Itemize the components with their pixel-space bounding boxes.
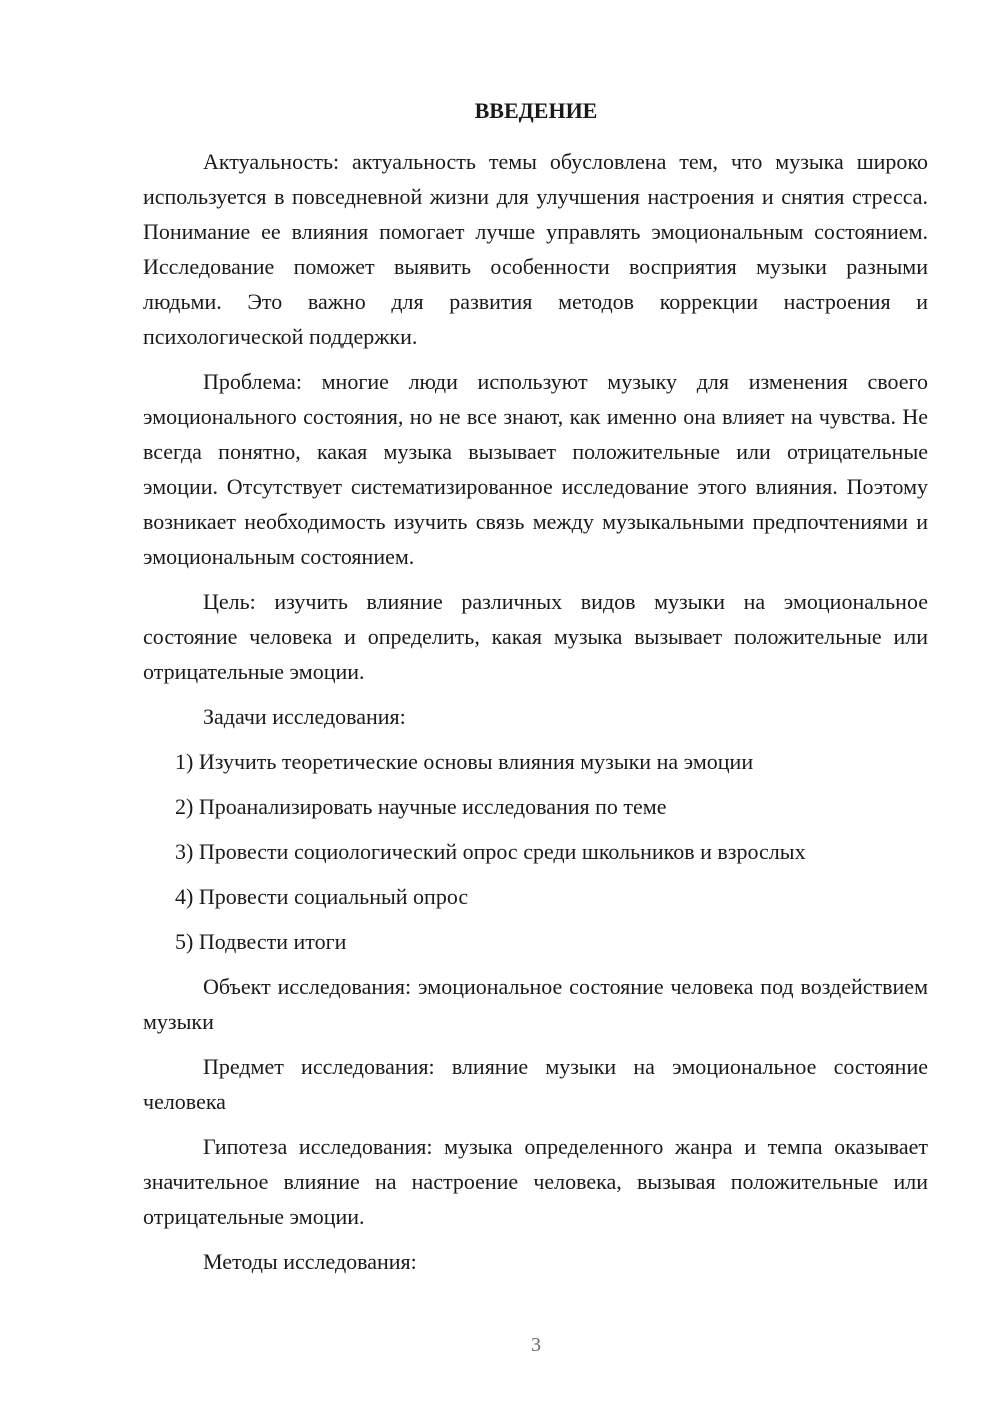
paragraph-problem: Проблема: многие люди используют музыку для изменения своего эмоционального состояния, но не все знают, как именно она влияет на чувства. Не всегда понятно, какая музыка вызывает положительные или отрицательные эмоции. Отсутствует систематизированное исследование этого влияния. Поэтому возникает необходимость изучить связь между музыкальными предпочтениями и эмоциональным состоянием. (143, 369, 928, 569)
section-title: ВВЕДЕНИЕ (474, 98, 598, 123)
document-body (143, 144, 928, 1289)
paragraph-object: Объект исследования: эмоциональное состояние человека под воздействием музыки (143, 974, 928, 1034)
list-item: 5) Подвести итоги (175, 929, 347, 954)
paragraph-subject: Предмет исследования: влияние музыки на эмоциональное состояние человека (143, 1054, 928, 1114)
list-item: 3) Провести социологический опрос среди школьников и взрослых (175, 839, 806, 864)
page-number: 3 (531, 1334, 541, 1356)
paragraph-relevance: Актуальность: актуальность темы обусловлена тем, что музыка широко используется в повседневной жизни для улучшения настроения и снятия стресса. Понимание ее влияния помогает лучше управлять эмоциональным состоянием. Исследование поможет выявить особенности восприятия музыки разными людьми. Это важно для развития методов коррекции настроения и психологической поддержки. (143, 149, 928, 349)
list-item: 2) Проанализировать научные исследования по теме (175, 794, 667, 819)
paragraph-goal: Цель: изучить влияние различных видов музыки на эмоциональное состояние человека и определить, какая музыка вызывает положительные или отрицательные эмоции. (143, 589, 928, 684)
paragraph-hypothesis: Гипотеза исследования: музыка определенного жанра и темпа оказывает значительное влияние на настроение человека, вызывая положительные или отрицательные эмоции. (143, 1134, 928, 1229)
tasks-list (143, 744, 928, 959)
list-item: 4) Провести социальный опрос (175, 884, 469, 909)
paragraph-methods-heading: Методы исследования: (203, 1249, 417, 1274)
paragraph-tasks-heading: Задачи исследования: (203, 704, 406, 729)
list-item: 1) Изучить теоретические основы влияния музыки на эмоции (175, 749, 754, 774)
